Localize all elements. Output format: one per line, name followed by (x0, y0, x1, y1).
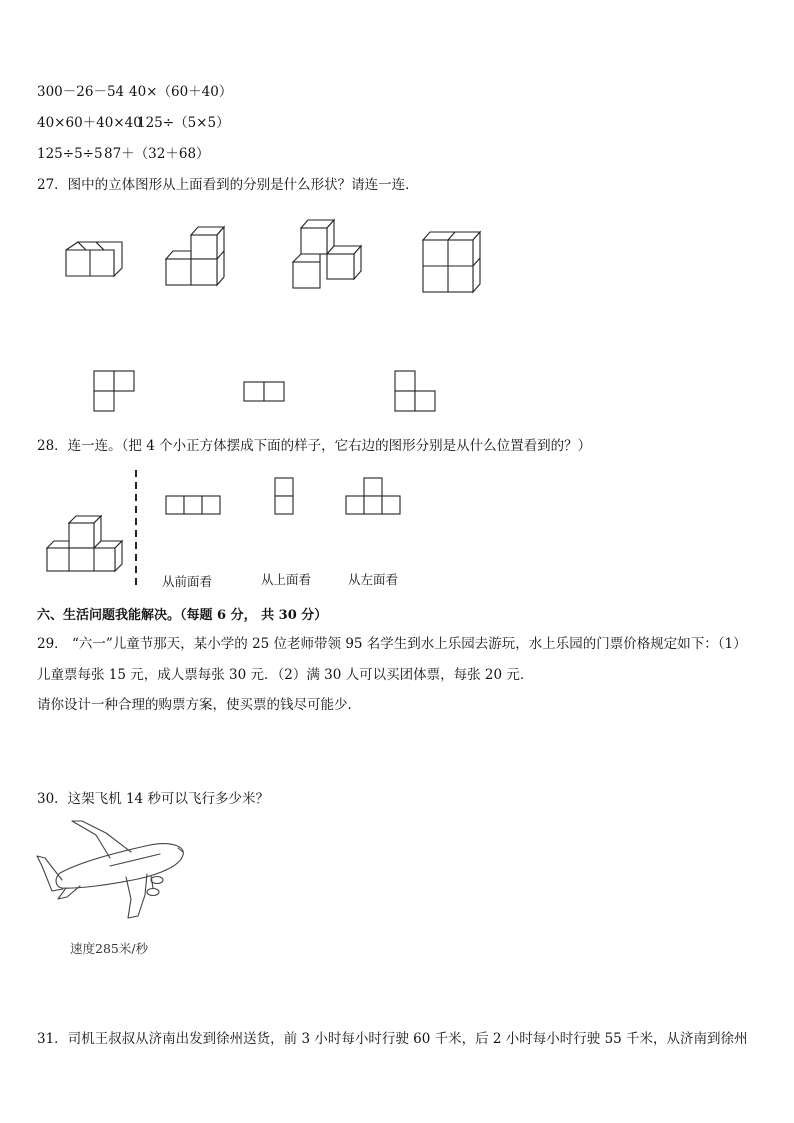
solid-figure-1 (66, 242, 122, 276)
solid-figure-2 (166, 227, 224, 285)
question-27-text: 27．图中的立体图形从上面看到的分别是什么形状？请连一连． (37, 177, 419, 193)
question-28-text: 28．连一连。（把 4 个小正方体摆成下面的样子，它右边的图形分别是从什么位置看到的？） (37, 438, 592, 454)
calc-expression: 125÷5÷5 (37, 146, 103, 162)
q28-solid-figure (47, 516, 122, 571)
view-label-top: 从上面看 (261, 572, 312, 587)
view-pyramid (346, 478, 400, 514)
question-31-text: 31．司机王叔叔从济南出发到徐州送货，前 3 小时每小时行驶 60 千米，后 2 小时每小时行驶 55 千米，从济南到徐州 (37, 1031, 748, 1047)
question-29-line-3: 请你设计一种合理的购票方案，使买票的钱尽可能少． (37, 697, 361, 713)
question-29-line-1: 29． “六一”儿童节那天，某小学的 25 位老师带领 95 名学生到水上乐园去游玩，水上乐园的门票价格规定如下：（1） (37, 636, 747, 652)
section-6-title: 六、生活问题我能解决。（每题 6 分， 共 30 分） (37, 608, 328, 623)
top-view-2 (244, 382, 284, 401)
calc-expression: 125÷（5×5） (137, 115, 230, 131)
calc-expression: 40×（60＋40） (129, 84, 233, 100)
view-column-of-two (275, 478, 293, 514)
solid-figure-3 (293, 220, 361, 288)
question-30-text: 30．这架飞机 14 秒可以飞行多少米？ (37, 791, 269, 807)
top-view-3 (395, 371, 435, 411)
view-label-front: 从前面看 (162, 574, 213, 589)
calc-expression: 300－26－54 (37, 84, 125, 100)
solid-figure-4 (423, 232, 480, 292)
view-row-of-three (166, 496, 220, 514)
calc-expression: 40×60＋40×40 (37, 115, 142, 131)
view-label-left: 从左面看 (348, 572, 399, 587)
airplane-illustration (37, 821, 183, 918)
calc-expression: 87＋（32＋68） (104, 146, 210, 162)
top-view-1 (94, 371, 134, 411)
speed-label: 速度285米/秒 (70, 941, 149, 956)
question-29-line-2: 儿童票每张 15 元，成人票每张 30 元．（2）满 30 人可以买团体票，每张 20 元． (37, 667, 534, 683)
